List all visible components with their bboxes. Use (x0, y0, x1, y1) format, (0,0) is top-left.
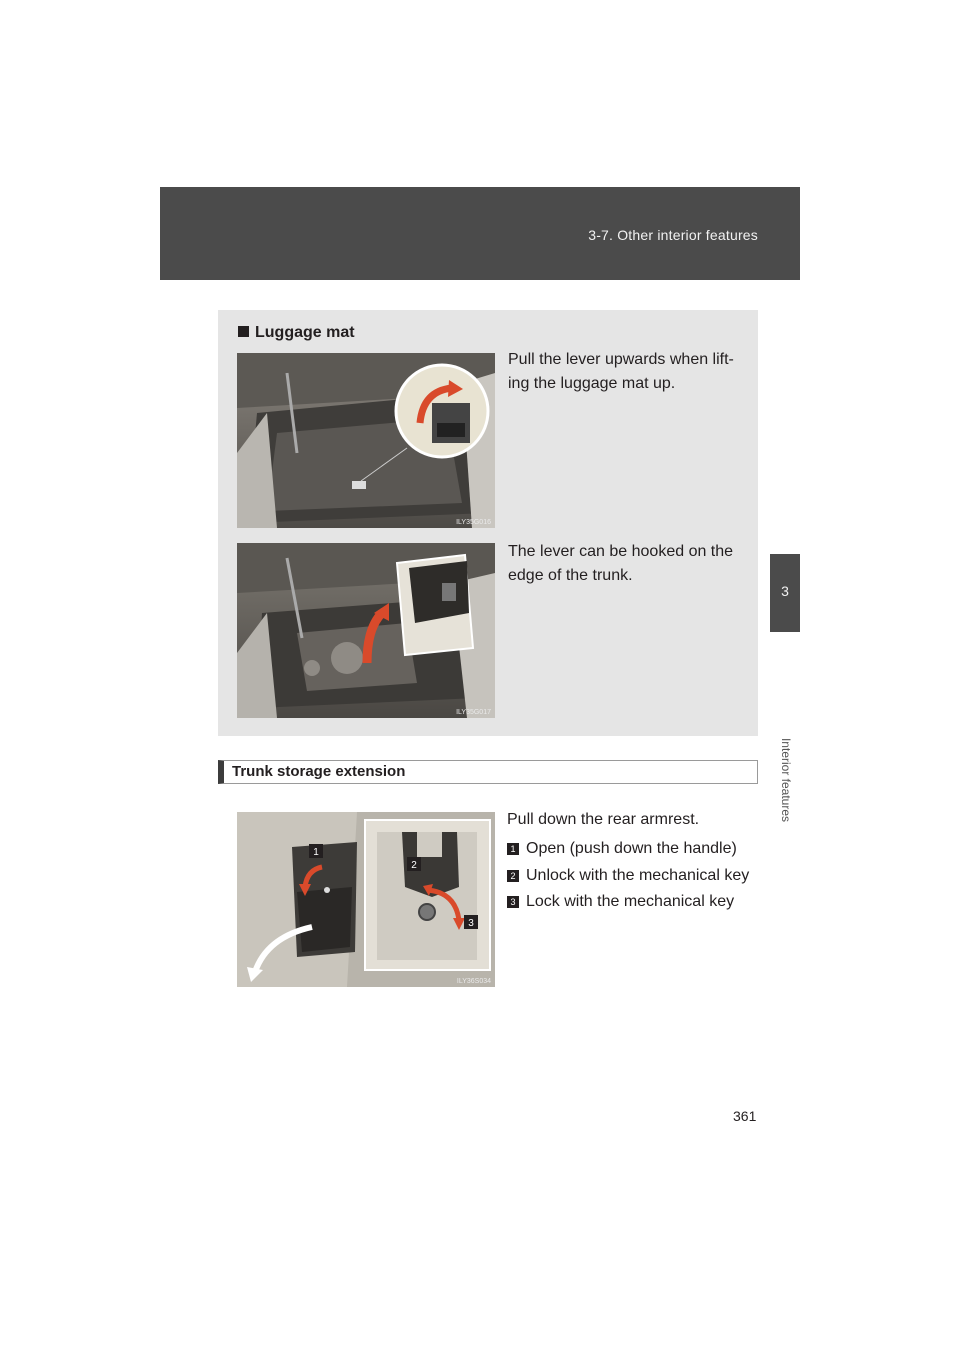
svg-text:1: 1 (313, 847, 319, 858)
chapter-number: 3 (781, 583, 789, 599)
luggage-mat-text-1 (508, 348, 753, 396)
chapter-tab (770, 554, 800, 632)
luggage-mat-text-1a: Pull the lever upwards when lift- (508, 351, 734, 368)
luggage-mat-title (238, 324, 355, 342)
luggage-mat-text-2 (508, 540, 753, 588)
chapter-label (776, 680, 796, 880)
luggage-mat-text-2b: edge of the trunk. (508, 567, 633, 584)
image-code-1: ILY35G016 (456, 519, 491, 526)
image-code-3: ILY36S034 (456, 978, 491, 985)
page-number: 361 (733, 1108, 757, 1124)
step-2 (507, 867, 749, 885)
step-number-2: 2 (507, 870, 519, 882)
luggage-mat-text-1b: ing the luggage mat up. (508, 375, 676, 392)
luggage-mat-title-text: Luggage mat (255, 324, 355, 341)
trunk-extension-heading (218, 760, 758, 784)
chapter-label-text: Interior features (779, 737, 793, 823)
step-number-1: 1 (507, 843, 519, 855)
trunk-lever-illustration (237, 353, 495, 528)
image-code-2: ILY35G017 (456, 709, 491, 716)
section-header: 3-7. Other interior features (588, 227, 758, 243)
step-text-3: Lock with the mechanical key (526, 893, 735, 910)
step-3 (507, 893, 734, 911)
svg-text:3: 3 (468, 918, 474, 929)
header-band (160, 187, 800, 280)
trunk-extension-title: Trunk storage extension (232, 763, 406, 780)
luggage-mat-photo-2 (237, 543, 495, 718)
luggage-mat-box (218, 310, 758, 736)
step-1 (507, 840, 737, 858)
trunk-extension-photo (237, 812, 495, 987)
trunk-mat-hooked-illustration (237, 543, 495, 718)
square-bullet-icon (238, 326, 249, 337)
luggage-mat-text-2a: The lever can be hooked on the (508, 543, 734, 560)
step-text-1: Open (push down the handle) (526, 840, 737, 857)
step-number-3: 3 (507, 896, 519, 908)
svg-text:2: 2 (411, 860, 417, 871)
rear-armrest-illustration (237, 812, 495, 987)
trunk-extension-intro: Pull down the rear armrest. (507, 811, 700, 828)
luggage-mat-photo-1 (237, 353, 495, 528)
step-text-2: Unlock with the mechanical key (526, 867, 750, 884)
